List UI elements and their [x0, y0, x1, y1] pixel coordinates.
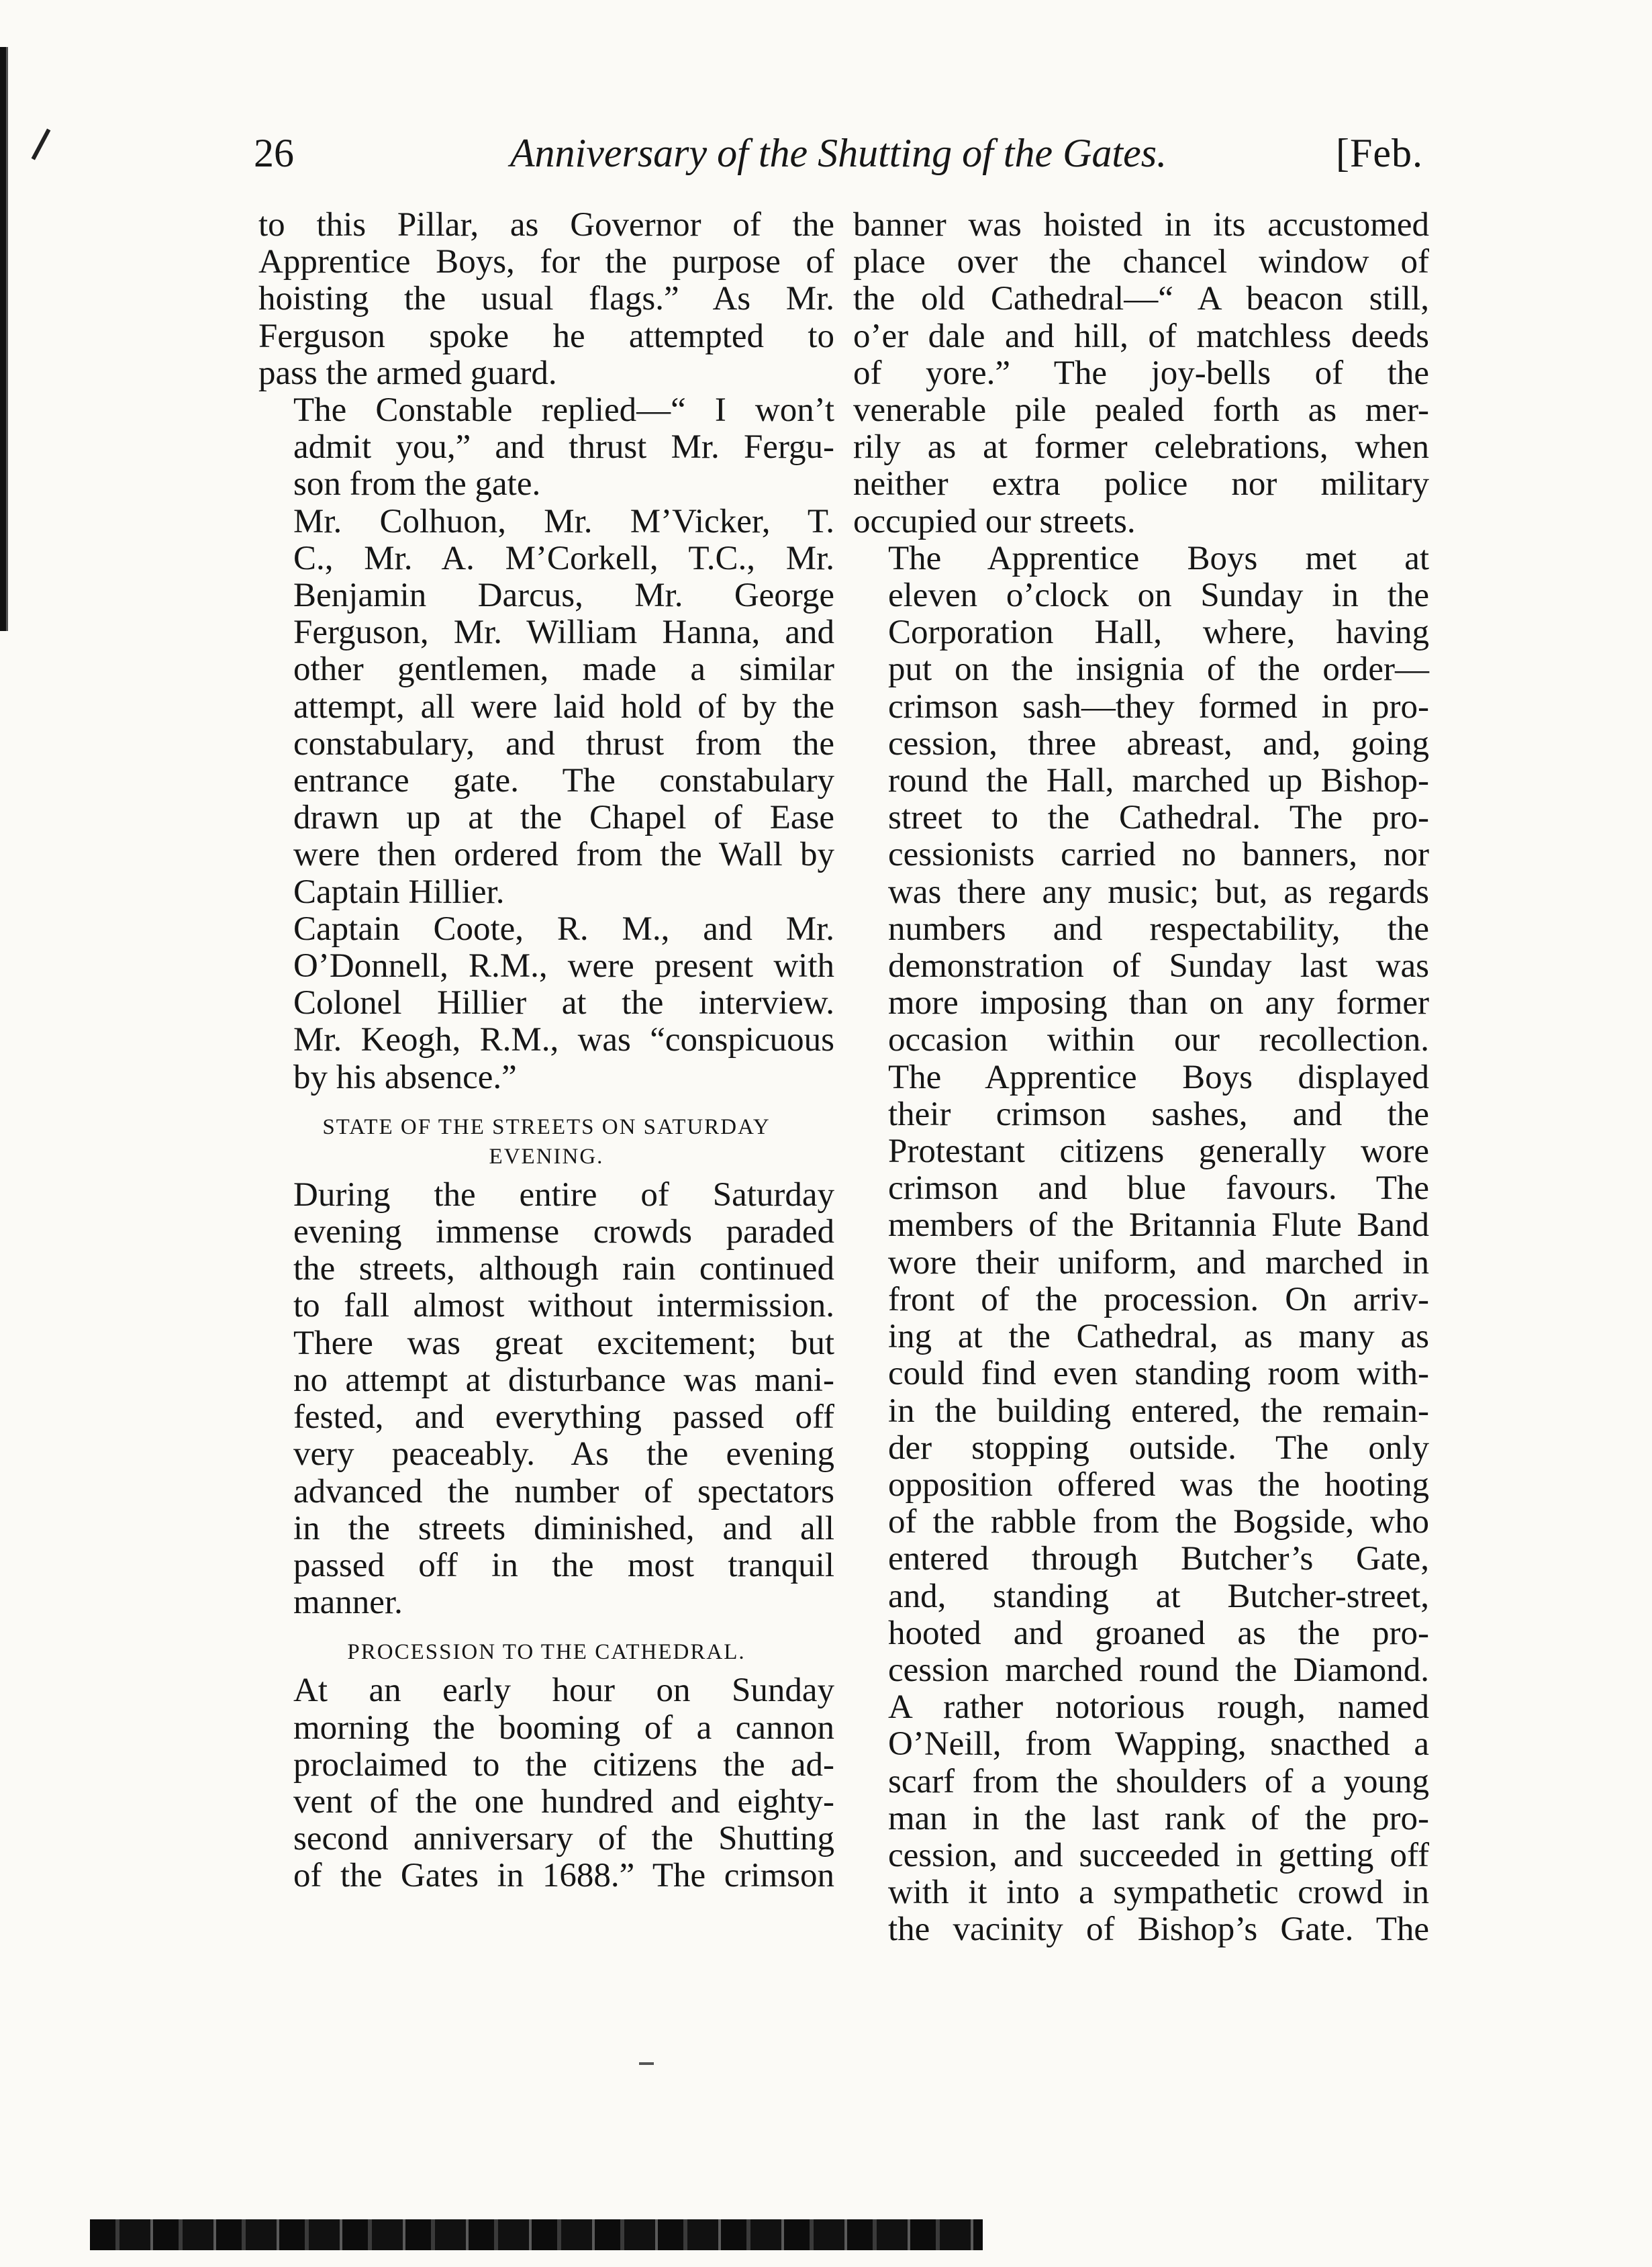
paragraph: [258, 911, 834, 1096]
text-line: O’Donnell, R.M., were present with: [293, 947, 834, 985]
text-line: Mr. Keogh, R.M., was “conspicuous: [293, 1021, 834, 1059]
text-line: venerable pile pealed forth as mer-: [853, 391, 1429, 430]
paragraph: [258, 1672, 834, 1894]
text-line: to fall almost without intermission.: [293, 1287, 834, 1325]
text-line: hooted and groaned as the pro-: [888, 1614, 1429, 1652]
text-line: street to the Cathedral. The pro-: [888, 799, 1429, 837]
text-line: occasion within our recollection.: [888, 1021, 1429, 1059]
text-line: wore their uniform, and marched in: [888, 1243, 1429, 1282]
text-line: o’er dale and hill, of matchless deeds: [853, 317, 1429, 355]
text-line: eleven o’clock on Sunday in the: [888, 577, 1429, 615]
section-heading: [258, 1112, 834, 1171]
text-line: The Constable replied—“ I won’t: [293, 391, 834, 430]
text-line: evening immense crowds paraded: [293, 1213, 834, 1251]
text-line: The Apprentice Boys displayed: [888, 1058, 1429, 1096]
text-line: C., Mr. A. M’Corkell, T.C., Mr.: [293, 539, 834, 577]
text-line: more imposing than on any former: [888, 984, 1429, 1022]
text-line: attempt, all were laid hold of by the: [293, 687, 834, 726]
text-line: There was great excitement; but: [293, 1324, 834, 1362]
text-line: advanced the number of spectators: [293, 1472, 834, 1510]
text-line: banner was hoisted in its accustomed: [853, 206, 1429, 244]
text-line: cession marched round the Diamond.: [888, 1651, 1429, 1689]
text-line: with it into a sympathetic crowd in: [888, 1874, 1429, 1912]
text-line: Benjamin Darcus, Mr. George: [293, 577, 834, 615]
text-line: The Apprentice Boys met at: [888, 539, 1429, 577]
text-line: no attempt at disturbance was mani-: [293, 1361, 834, 1399]
text-line: other gentlemen, made a similar: [293, 650, 834, 689]
text-line: their crimson sashes, and the: [888, 1095, 1429, 1133]
paragraph: [258, 1177, 834, 1621]
text-line: were then ordered from the Wall by: [293, 836, 834, 874]
page-number: 26: [254, 131, 294, 175]
text-line: At an early hour on Sunday: [293, 1672, 834, 1710]
text-line: constabulary, and thrust from the: [293, 724, 834, 763]
text-line: ing at the Cathedral, as many as: [888, 1318, 1429, 1356]
text-line: Captain Coote, R. M., and Mr.: [293, 910, 834, 948]
text-line: fested, and everything passed off: [293, 1398, 834, 1437]
text-line: put on the insignia of the order—: [888, 650, 1429, 689]
text-line: morning the booming of a cannon: [293, 1708, 834, 1747]
text-line: opposition offered was the hooting: [888, 1465, 1429, 1504]
paragraph: [258, 503, 834, 911]
text-line: demonstration of Sunday last was: [888, 947, 1429, 985]
text-line: the vacinity of Bishop’s Gate. The: [888, 1911, 1429, 1949]
text-line: numbers and respectability, the: [888, 910, 1429, 948]
text-line: Apprentice Boys, for the purpose of: [258, 243, 834, 281]
text-line: Ferguson spoke he attempted to: [258, 317, 834, 355]
text-line: could find even standing room with-: [888, 1355, 1429, 1393]
text-line: occupied our streets.: [853, 502, 1136, 540]
text-line: Captain Hillier.: [293, 873, 505, 911]
text-line: scarf from the shoulders of a young: [888, 1762, 1429, 1800]
text-line: vent of the one hundred and eighty-: [293, 1782, 834, 1821]
text-line: crimson and blue favours. The: [888, 1169, 1429, 1208]
text-line: to this Pillar, as Governor of the: [258, 206, 834, 244]
text-line: son from the gate.: [293, 465, 541, 503]
text-line: proclaimed to the citizens the ad-: [293, 1745, 834, 1784]
running-title: Anniversary of the Shutting of the Gates.: [509, 131, 1167, 175]
paragraph: [853, 207, 1429, 540]
text-line: drawn up at the Chapel of Ease: [293, 799, 834, 837]
text-line: members of the Britannia Flute Band: [888, 1206, 1429, 1245]
scan-edge-bar: [90, 2219, 983, 2250]
text-line: manner.: [293, 1584, 403, 1622]
text-line: neither extra police nor military: [853, 465, 1429, 503]
text-line: Ferguson, Mr. William Hanna, and: [293, 614, 834, 652]
text-line: entrance gate. The constabulary: [293, 762, 834, 800]
text-line: Colonel Hillier at the interview.: [293, 984, 834, 1022]
text-line: was there any music; but, as regards: [888, 873, 1429, 911]
text-line: hoisting the usual flags.” As Mr.: [258, 280, 834, 318]
text-line: passed off in the most tranquil: [293, 1546, 834, 1584]
footer-dash: [639, 2062, 654, 2065]
text-line: man in the last rank of the pro-: [888, 1799, 1429, 1837]
text-line: and, standing at Butcher-street,: [888, 1577, 1429, 1615]
left-column: [258, 207, 834, 1895]
text-line: round the Hall, marched up Bishop-: [888, 762, 1429, 800]
paragraph: [258, 392, 834, 503]
text-line: in the streets diminished, and all: [293, 1509, 834, 1547]
paragraph: [853, 540, 1429, 1949]
section-heading: [258, 1637, 834, 1667]
text-line: O’Neill, from Wapping, snacthed a: [888, 1725, 1429, 1764]
right-column: [853, 207, 1429, 1949]
text-line: Protestant citizens generally wore: [888, 1132, 1429, 1171]
text-line: of yore.” The joy-bells of the: [853, 354, 1429, 392]
text-line: the old Cathedral—“ A beacon still,: [853, 280, 1429, 318]
text-line: PROCESSION TO THE CATHEDRAL.: [347, 1640, 746, 1665]
binding-edge: [0, 47, 16, 631]
text-line: der stopping outside. The only: [888, 1429, 1429, 1467]
running-header: [254, 126, 1423, 180]
text-line: by his absence.”: [293, 1058, 517, 1096]
text-line: second anniversary of the Shutting: [293, 1820, 834, 1858]
text-line: STATE OF THE STREETS ON SATURDAY: [322, 1114, 771, 1139]
text-line: place over the chancel window of: [853, 243, 1429, 281]
text-line: in the building entered, the remain-: [888, 1392, 1429, 1430]
text-line: EVENING.: [489, 1144, 604, 1169]
text-line: very peaceably. As the evening: [293, 1435, 834, 1474]
text-line: of the Gates in 1688.” The crimson: [293, 1857, 834, 1895]
binding-tick-mark: [32, 129, 51, 160]
text-line: cession, three abreast, and, going: [888, 724, 1429, 763]
text-line: of the rabble from the Bogside, who: [888, 1503, 1429, 1541]
text-line: cession, and succeeded in getting off: [888, 1836, 1429, 1874]
text-line: Mr. Colhuon, Mr. M’Vicker, T.: [293, 502, 834, 540]
text-line: admit you,” and thrust Mr. Fergu-: [293, 428, 834, 467]
text-line: A rather notorious rough, named: [888, 1688, 1429, 1727]
text-line: entered through Butcher’s Gate,: [888, 1540, 1429, 1578]
text-line: During the entire of Saturday: [293, 1175, 834, 1214]
paragraph: [258, 207, 834, 392]
text-line: rily as at former celebrations, when: [853, 428, 1429, 467]
text-line: cessionists carried no banners, nor: [888, 836, 1429, 874]
header-month: [Feb.: [1336, 131, 1423, 175]
text-line: front of the procession. On arriv-: [888, 1280, 1429, 1318]
text-line: pass the armed guard.: [258, 354, 557, 392]
text-line: Corporation Hall, where, having: [888, 614, 1429, 652]
text-line: crimson sash—they formed in pro-: [888, 687, 1429, 726]
text-line: the streets, although rain continued: [293, 1250, 834, 1288]
